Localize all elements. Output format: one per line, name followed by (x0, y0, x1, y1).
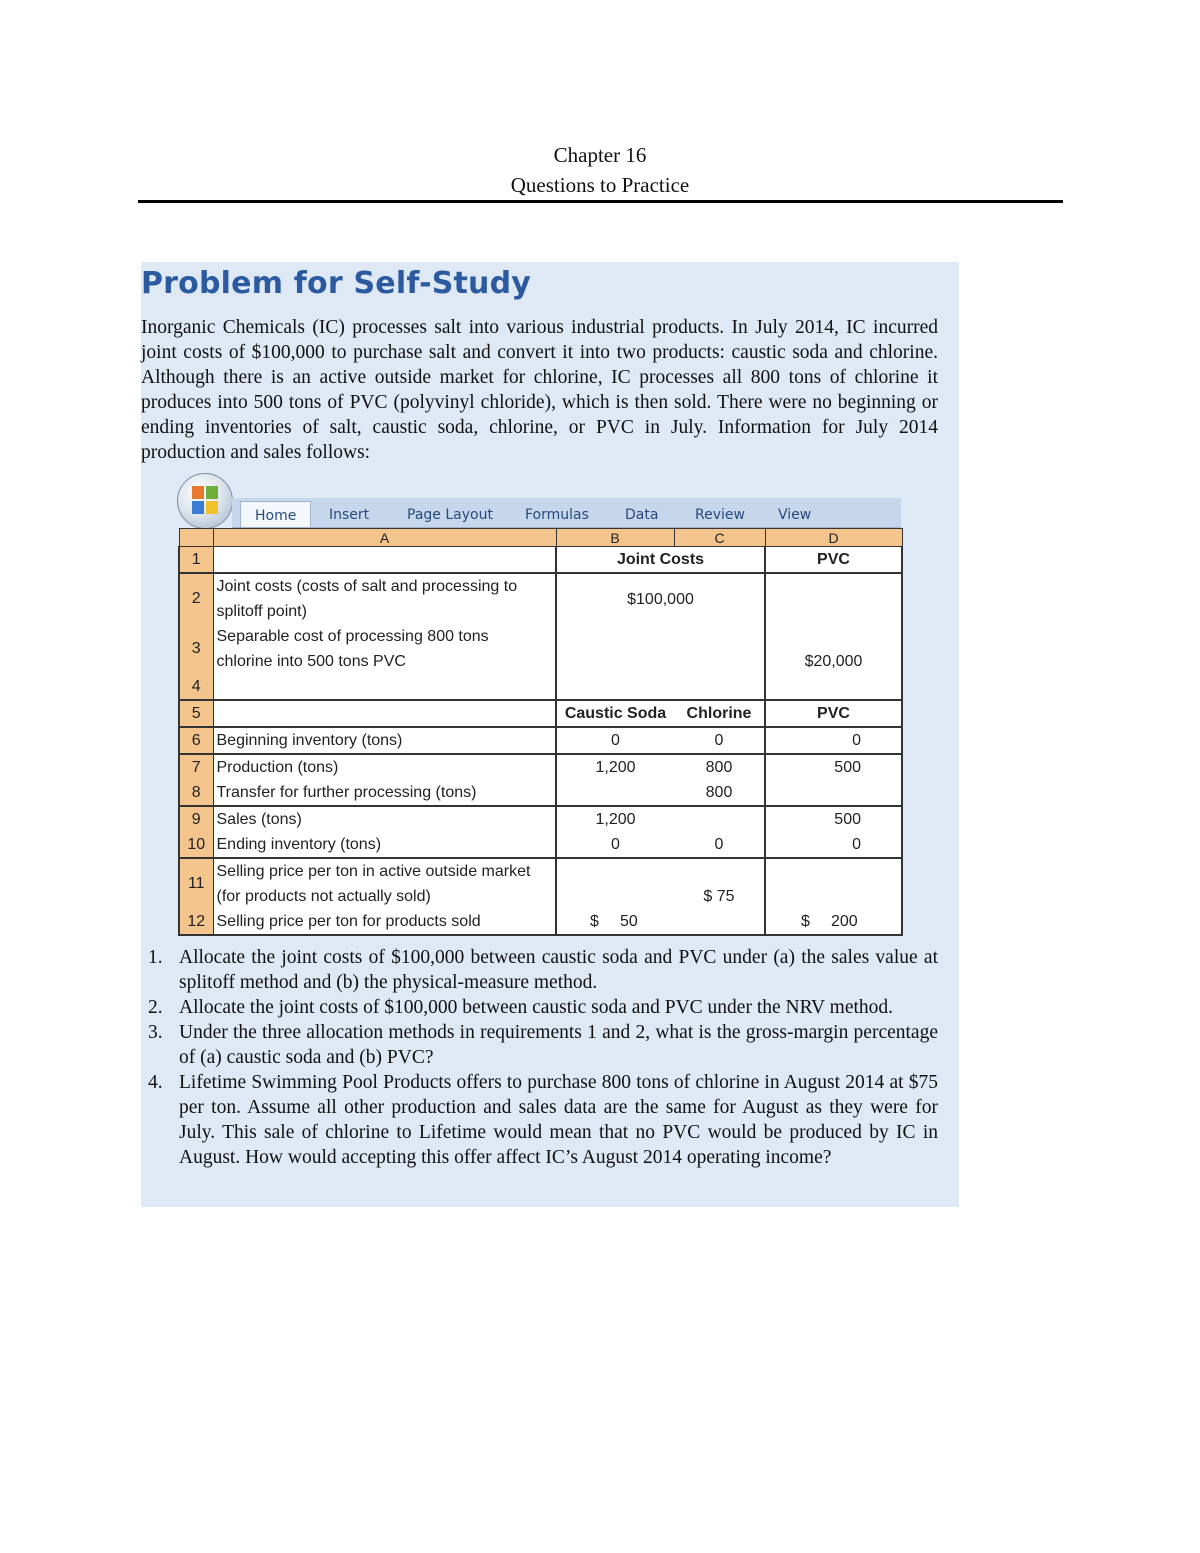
cell-d7[interactable]: 500 (765, 754, 902, 780)
cell-b3[interactable] (556, 624, 765, 674)
tab-page-layout[interactable]: Page Layout (407, 507, 493, 523)
cell-a3[interactable] (213, 624, 556, 674)
column-header-a[interactable]: A (213, 529, 556, 547)
page-header (0, 140, 1200, 200)
requirement-item (148, 1070, 938, 1170)
cell-d12[interactable] (765, 909, 902, 935)
cell-c11[interactable]: $ 75 (674, 858, 765, 909)
cell-pvc-header[interactable]: PVC (765, 547, 902, 574)
row-number[interactable]: 5 (179, 700, 213, 727)
row-number[interactable]: 6 (179, 727, 213, 754)
cell-caustic-soda-header[interactable]: Caustic Soda (556, 700, 674, 727)
row-number[interactable]: 9 (179, 806, 213, 832)
office-button[interactable] (177, 473, 233, 529)
cell-b12[interactable] (556, 909, 674, 935)
requirement-text: Allocate the joint costs of $100,000 between caustic soda and PVC under the NRV method. (179, 997, 894, 1018)
column-header-c[interactable]: C (674, 529, 765, 547)
tab-review[interactable]: Review (695, 507, 745, 523)
chapter-title: Chapter 16 (553, 143, 647, 167)
cell-c7[interactable]: 800 (674, 754, 765, 780)
cell-d6[interactable]: 0 (765, 727, 902, 754)
cell-b8[interactable] (556, 780, 674, 806)
requirement-number: 1. (148, 947, 163, 968)
requirement-number: 3. (148, 1022, 163, 1043)
requirement-number: 4. (148, 1072, 163, 1093)
cell-text: (for products not actually sold) (216, 888, 431, 905)
cell-a11[interactable] (213, 858, 556, 909)
tab-view[interactable]: View (778, 507, 812, 523)
cell-d8[interactable] (765, 780, 902, 806)
cell-b9[interactable]: 1,200 (556, 806, 674, 832)
cell-joint-cost-value[interactable]: $100,000 (556, 573, 765, 624)
requirement-number: 2. (148, 997, 163, 1018)
cell-d10[interactable]: 0 (765, 832, 902, 858)
cell-a9[interactable]: Sales (tons) (213, 806, 556, 832)
cell-c10[interactable]: 0 (674, 832, 765, 858)
cell-a1[interactable] (213, 547, 556, 574)
spreadsheet (178, 528, 901, 936)
requirement-text: Allocate the joint costs of $100,000 between caustic soda and PVC under (a) the sales value at splitoff method and (b) the physical-measure method. (179, 947, 938, 993)
ribbon-tabs (232, 498, 901, 528)
cell-a10[interactable]: Ending inventory (tons) (213, 832, 556, 858)
cell-d9[interactable]: 500 (765, 806, 902, 832)
row-number[interactable]: 12 (179, 909, 213, 935)
row-number[interactable]: 2 (179, 573, 213, 624)
cell-chlorine-header[interactable]: Chlorine (674, 700, 765, 727)
cell-text: splitoff point) (216, 603, 307, 620)
problem-intro: Inorganic Chemicals (IC) processes salt into various industrial products. In July 2014, IC incurred joint costs of $100,000 to purchase salt and convert it into two products: caustic soda and chlorine. Although there is an active outside market for chlorine, IC processes all 800 tons of chlorine it produces into 500 tons of PVC (polyvinyl chloride), which is then sold. There were no beginning or ending inventories of salt, caustic soda, chlorine, or PVC in July. Information for July 2014 production and sales follows: (141, 317, 938, 463)
cell-value: 200 (831, 913, 858, 930)
cell-d4[interactable] (765, 674, 902, 700)
cell-a7[interactable]: Production (tons) (213, 754, 556, 780)
cell-value: 50 (620, 913, 638, 930)
cell-b4[interactable] (556, 674, 765, 700)
tab-formulas[interactable]: Formulas (525, 507, 589, 523)
row-number[interactable]: 8 (179, 780, 213, 806)
cell-c6[interactable]: 0 (674, 727, 765, 754)
requirement-text: Under the three allocation methods in requirements 1 and 2, what is the gross-margin percentage of (a) caustic soda and (b) PVC? (179, 1022, 938, 1068)
cell-text: Joint costs (costs of salt and processing to (216, 578, 518, 595)
box-title: Problem for Self-Study (141, 266, 532, 301)
cell-a2[interactable] (213, 573, 556, 624)
cell-separable-cost-value[interactable]: $20,000 (765, 624, 902, 674)
page-subtitle: Questions to Practice (510, 173, 690, 197)
row-number[interactable]: 3 (179, 624, 213, 674)
tab-home[interactable]: Home (240, 501, 311, 527)
corner-cell[interactable] (179, 529, 213, 547)
row-number[interactable]: 7 (179, 754, 213, 780)
cell-c9[interactable] (674, 806, 765, 832)
cell-d11[interactable] (765, 858, 902, 909)
cell-a4[interactable] (213, 674, 556, 700)
requirement-text: Lifetime Swimming Pool Products offers to purchase 800 tons of chlorine in August 2014 at $75 per ton. Assume all other production and sales data are the same for August as they were for July. This sale of chlorine to Lifetime would mean that no PVC would be produced by IC in August. How would accepting this offer affect IC’s August 2014 operating income? (179, 1072, 938, 1168)
cell-c8[interactable]: 800 (674, 780, 765, 806)
cell-a6[interactable]: Beginning inventory (tons) (213, 727, 556, 754)
currency-symbol: $ (590, 913, 599, 930)
cell-a12[interactable]: Selling price per ton for products sold (213, 909, 556, 935)
cell-b10[interactable]: 0 (556, 832, 674, 858)
office-logo-icon (192, 486, 220, 516)
tab-data[interactable]: Data (625, 507, 659, 523)
currency-symbol: $ (801, 913, 810, 930)
row-number[interactable]: 1 (179, 547, 213, 574)
header-rule (138, 200, 1063, 203)
column-header-b[interactable]: B (556, 529, 674, 547)
cell-text: Selling price per ton in active outside market (216, 863, 531, 880)
cell-pvc-header-2[interactable]: PVC (765, 700, 902, 727)
column-header-d[interactable]: D (765, 529, 902, 547)
cell-text: Separable cost of processing 800 tons (216, 628, 489, 645)
cell-joint-costs-header[interactable]: Joint Costs (556, 547, 765, 574)
cell-text: chlorine into 500 tons PVC (216, 653, 406, 670)
cell-a5[interactable] (213, 700, 556, 727)
row-number[interactable]: 10 (179, 832, 213, 858)
tab-insert[interactable]: Insert (329, 507, 370, 523)
cell-b7[interactable]: 1,200 (556, 754, 674, 780)
row-number[interactable]: 11 (179, 858, 213, 909)
cell-b6[interactable]: 0 (556, 727, 674, 754)
requirement-item (148, 995, 938, 1020)
cell-a8[interactable]: Transfer for further processing (tons) (213, 780, 556, 806)
requirement-item (148, 945, 938, 995)
cell-b11[interactable] (556, 858, 674, 909)
cell-c12[interactable] (674, 909, 765, 935)
row-number[interactable]: 4 (179, 674, 213, 700)
requirement-item (148, 1020, 938, 1070)
requirements-list (148, 945, 938, 1170)
cell-d2[interactable] (765, 573, 902, 624)
